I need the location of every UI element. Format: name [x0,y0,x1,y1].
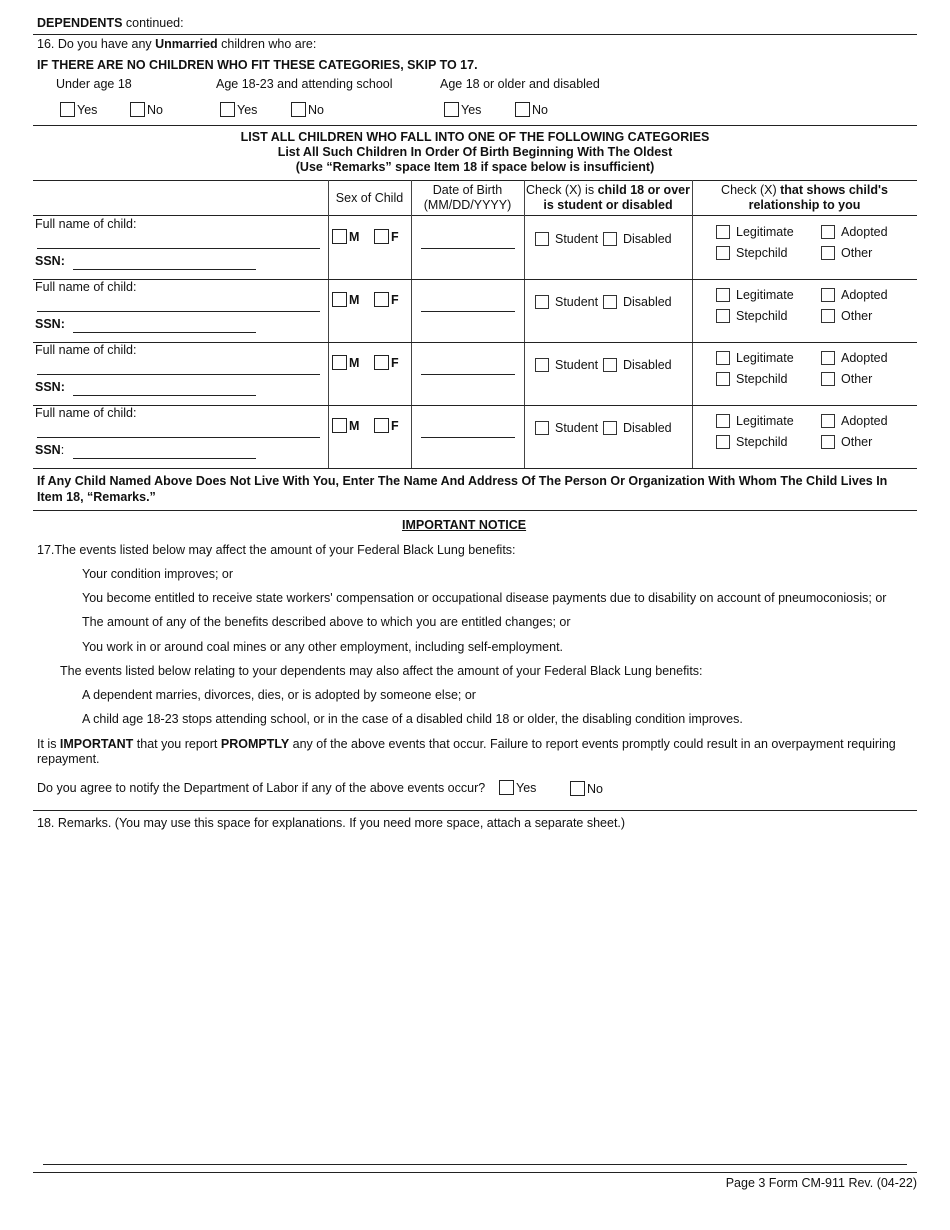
dob-input[interactable] [421,437,515,438]
checkbox[interactable] [821,225,835,239]
checkbox[interactable] [821,372,835,386]
sex-m-option[interactable]: M [332,292,359,307]
remarks-area[interactable] [37,836,907,1156]
remarks-label: 18. Remarks. (You may use this space for explanations. If you need more space, attach a separate sheet.) [37,816,626,830]
divider [33,810,917,811]
ssn-input[interactable] [73,269,256,270]
checkbox[interactable] [535,358,549,372]
not-live-note: If Any Child Named Above Does Not Live With You, Enter The Name And Address Of The Person Or Organization With Whom The Child Lives In Item 18, “Remarks.” [37,474,888,504]
row-divider [33,405,917,406]
divider [33,125,917,126]
dob-input[interactable] [421,374,515,375]
student-option[interactable]: Student [535,232,598,246]
checkbox[interactable] [374,292,389,307]
legitimate-option[interactable]: Legitimate [716,351,794,365]
checkbox[interactable] [332,418,347,433]
adopted-option[interactable]: Adopted [821,288,888,302]
q17-question: 17.The events listed below may affect the amount of your Federal Black Lung benefits: [37,543,516,557]
col-header-sex: Sex of Child [335,191,404,205]
checkbox[interactable] [716,435,730,449]
checkbox[interactable] [821,309,835,323]
stepchild-option[interactable]: Stepchild [716,309,787,323]
adopted-option[interactable]: Adopted [821,225,888,239]
checkbox[interactable] [716,372,730,386]
student-option[interactable]: Student [535,295,598,309]
checkbox[interactable] [716,246,730,260]
table-col-divider [524,180,525,468]
category-label: Age 18 or older and disabled [440,77,600,91]
child-name-label: Full name of child: [35,280,137,294]
ssn-label: SSN: [35,254,65,268]
divider [33,510,917,511]
child-name-input[interactable] [37,374,320,375]
checkbox[interactable] [291,102,306,117]
stepchild-option[interactable]: Stepchild [716,246,787,260]
checkbox[interactable] [374,229,389,244]
checkbox[interactable] [515,102,530,117]
dependent-event-item: A child age 18-23 stops attending school, or in the case of a disabled child 18 or older, the disabling condition improves. [82,712,743,726]
notice-title: IMPORTANT NOTICE [402,518,527,532]
checkbox[interactable] [716,309,730,323]
checkbox[interactable] [499,780,514,795]
sex-f-option[interactable]: F [374,292,399,307]
table-col-divider [411,180,412,468]
checkbox[interactable] [220,102,235,117]
checkbox[interactable] [60,102,75,117]
student-option[interactable]: Student [535,421,598,435]
checkbox[interactable] [535,295,549,309]
col-header-dob: Date of Birth (MM/DD/YYYY) [423,183,512,212]
sex-m-option[interactable]: M [332,418,359,433]
other-option[interactable]: Other [821,246,872,260]
checkbox[interactable] [374,418,389,433]
footer-line [43,1164,907,1165]
checkbox[interactable] [716,225,730,239]
child-name-input[interactable] [37,437,320,438]
sex-f-option[interactable]: F [374,418,399,433]
row-divider [33,342,917,343]
ssn-label: SSN: [35,443,65,457]
disabled-option[interactable]: Disabled [603,358,672,372]
sex-f-option[interactable]: F [374,355,399,370]
table-top-border [33,180,917,181]
dependents-intro: The events listed below relating to your dependents may also affect the amount of your Federal Black Lung benefits: [60,664,703,678]
disabled-option[interactable]: Disabled [603,232,672,246]
checkbox[interactable] [821,288,835,302]
sex-f-option[interactable]: F [374,229,399,244]
sex-m-option[interactable]: M [332,229,359,244]
child-name-input[interactable] [37,248,320,249]
adopted-option[interactable]: Adopted [821,414,888,428]
checkbox[interactable] [716,288,730,302]
agree-yes[interactable]: Yes [499,780,536,795]
child-name-label: Full name of child: [35,343,137,357]
col-header-relationship: Check (X) that shows child's relationship to you [721,183,888,212]
section-header: DEPENDENTS continued: [37,16,184,30]
q16-school-no[interactable]: No [291,102,324,117]
other-option[interactable]: Other [821,309,872,323]
list-heading: LIST ALL CHILDREN WHO FALL INTO ONE OF THE FOLLOWING CATEGORIES List All Such Children In Order Of Birth Beginning With The Oldest (Use “Remarks” space Item 18 if space below is insufficient) [240,130,710,174]
event-item: You become entitled to receive state workers' compensation or occupational disease payments due to disability on account of pneumoconiosis; or [82,591,887,605]
disabled-option[interactable]: Disabled [603,421,672,435]
checkbox[interactable] [821,351,835,365]
checkbox[interactable] [821,414,835,428]
checkbox[interactable] [374,355,389,370]
checkbox[interactable] [535,421,549,435]
agree-no[interactable]: No [570,781,603,796]
disabled-option[interactable]: Disabled [603,295,672,309]
checkbox[interactable] [603,358,617,372]
checkbox[interactable] [570,781,585,796]
stepchild-option[interactable]: Stepchild [716,372,787,386]
dob-input[interactable] [421,248,515,249]
checkbox[interactable] [332,292,347,307]
q16-under18-no[interactable]: No [130,102,163,117]
legitimate-option[interactable]: Legitimate [716,225,794,239]
divider [33,34,917,35]
q16-question: 16. Do you have any Unmarried children who are: [37,37,317,51]
ssn-label: SSN: [35,380,65,394]
checkbox[interactable] [535,232,549,246]
q16-under18-yes[interactable]: Yes [60,102,97,117]
checkbox[interactable] [603,232,617,246]
q16-school-yes[interactable]: Yes [220,102,257,117]
q16-disabled-yes[interactable]: Yes [444,102,481,117]
checkbox[interactable] [444,102,459,117]
dob-input[interactable] [421,311,515,312]
checkbox[interactable] [716,351,730,365]
child-name-label: Full name of child: [35,406,137,420]
legitimate-option[interactable]: Legitimate [716,414,794,428]
stepchild-option[interactable]: Stepchild [716,435,787,449]
other-option[interactable]: Other [821,372,872,386]
q16-skip-note: IF THERE ARE NO CHILDREN WHO FIT THESE CATEGORIES, SKIP TO 17. [37,58,478,72]
table-bottom-border [33,468,917,469]
student-option[interactable]: Student [535,358,598,372]
child-name-label: Full name of child: [35,217,137,231]
table-col-divider [328,180,329,468]
checkbox[interactable] [821,435,835,449]
checkbox[interactable] [603,421,617,435]
ssn-input[interactable] [73,395,256,396]
dependent-event-item: A dependent marries, divorces, dies, or is adopted by someone else; or [82,688,476,702]
ssn-input[interactable] [73,458,256,459]
event-item: The amount of any of the benefits described above to which you are entitled changes; or [82,615,571,629]
important-statement: It is IMPORTANT that you report PROMPTLY any of the above events that occur. Failure to report events promptly could result in an overpayment requiring repayment. [37,737,896,766]
other-option[interactable]: Other [821,435,872,449]
event-item: Your condition improves; or [82,567,234,581]
checkbox[interactable] [130,102,145,117]
adopted-option[interactable]: Adopted [821,351,888,365]
q16-disabled-no[interactable]: No [515,102,548,117]
checkbox[interactable] [332,355,347,370]
row-divider [33,279,917,280]
ssn-label: SSN: [35,317,65,331]
table-header-border [33,215,917,216]
ssn-input[interactable] [73,332,256,333]
checkbox[interactable] [332,229,347,244]
checkbox[interactable] [716,414,730,428]
legitimate-option[interactable]: Legitimate [716,288,794,302]
checkbox[interactable] [603,295,617,309]
page-footer: Page 3 Form CM-911 Rev. (04-22) [725,1176,917,1190]
child-name-input[interactable] [37,311,320,312]
checkbox[interactable] [821,246,835,260]
footer-line [33,1172,917,1173]
category-label: Age 18-23 and attending school [216,77,393,91]
agree-question: Do you agree to notify the Department of Labor if any of the above events occur? [37,781,486,795]
col-header-student: Check (X) is child 18 or over is student or disabled [526,183,690,212]
sex-m-option[interactable]: M [332,355,359,370]
event-item: You work in or around coal mines or any other employment, including self-employment. [82,640,564,654]
table-col-divider [692,180,693,468]
category-label: Under age 18 [56,77,132,91]
